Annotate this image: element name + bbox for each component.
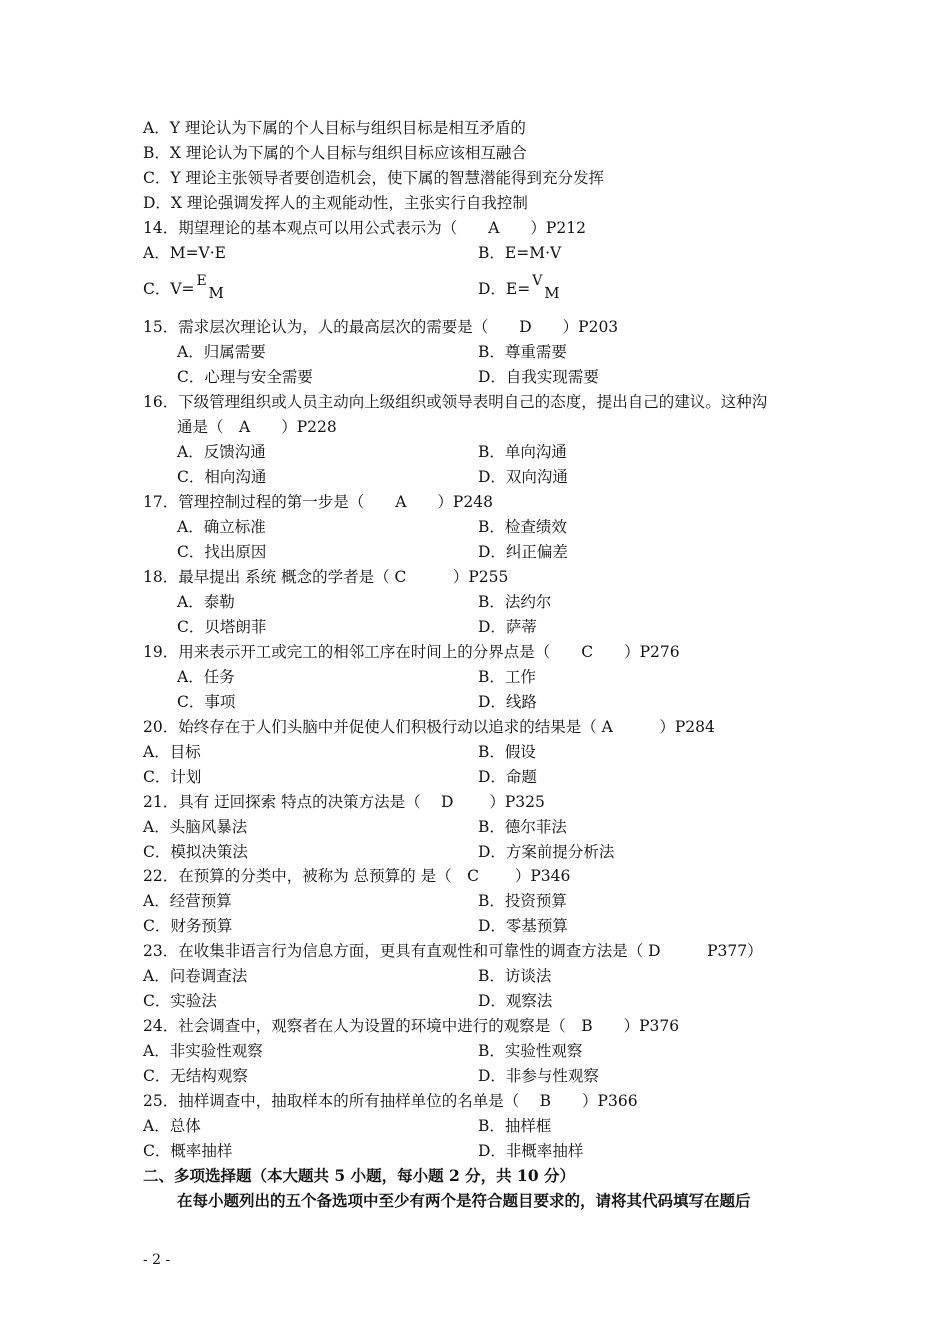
q16-option-c: C．相向沟通	[177, 468, 267, 486]
q16-option-a: A．反馈沟通	[177, 443, 266, 461]
q15-option-c: C．心理与安全需要	[177, 368, 313, 386]
q14-option-d-fraction	[530, 273, 566, 302]
q16-stem-continued: 通是（ A ）P228	[177, 418, 337, 436]
q23-stem: 23．在收集非语言行为信息方面，更具有直观性和可靠性的调查方法是（ D P377）	[143, 942, 763, 960]
q14-option-b: B．E=M·V	[478, 244, 562, 262]
q24-stem: 24．社会调查中，观察者在人为设置的环境中进行的观察是（ B ）P376	[143, 1017, 680, 1035]
q14-option-a: A．M=V·E	[143, 244, 226, 262]
q17-option-a: A．确立标准	[177, 518, 266, 536]
q22-option-a: A．经营预算	[143, 892, 232, 910]
q14-option-d	[478, 273, 566, 302]
q18-stem: 18．最早提出 系统 概念的学者是（ C ）P255	[143, 568, 509, 586]
q21-option-b: B．德尔菲法	[478, 818, 567, 836]
q21-stem: 21．具有 迂回探索 特点的决策方法是（ D ）P325	[143, 793, 545, 811]
q14-option-d-prefix: D．E=	[478, 280, 531, 298]
q25-option-a: A．总体	[143, 1117, 201, 1135]
fraction-numerator: V	[532, 273, 543, 289]
q16-option-d: D．双向沟通	[478, 468, 568, 486]
fraction-denominator: M	[208, 284, 224, 302]
q17-stem: 17．管理控制过程的第一步是（ A ）P248	[143, 493, 493, 511]
q25-option-b: B．抽样框	[478, 1117, 552, 1135]
q17-option-b: B．检查绩效	[478, 518, 567, 536]
q25-stem: 25．抽样调查中，抽取样本的所有抽样单位的名单是（ B ）P366	[143, 1092, 638, 1110]
q21-option-a: A．头脑风暴法	[143, 818, 248, 836]
q15-option-a: A．归属需要	[177, 343, 266, 361]
q22-option-d: D．零基预算	[478, 917, 568, 935]
q22-option-c: C．财务预算	[143, 917, 233, 935]
q20-option-c: C．计划	[143, 768, 202, 786]
q13-option-b: B．X 理论认为下属的个人目标与组织目标应该相互融合	[143, 144, 527, 162]
q19-option-c: C．事项	[177, 693, 236, 711]
q20-option-a: A．目标	[143, 743, 201, 761]
q20-option-b: B．假设	[478, 743, 536, 761]
fraction-denominator: M	[544, 284, 560, 302]
q21-option-d: D．方案前提分析法	[478, 843, 615, 861]
q14-option-c	[143, 273, 231, 302]
q19-option-d: D．线路	[478, 693, 537, 711]
q14-option-c-prefix: C．V=	[143, 280, 195, 298]
q23-option-d: D．观察法	[478, 992, 553, 1010]
q17-option-d: D．纠正偏差	[478, 543, 568, 561]
q16-option-b: B．单向沟通	[478, 443, 567, 461]
q23-option-c: C．实验法	[143, 992, 217, 1010]
q23-option-a: A．问卷调查法	[143, 967, 248, 985]
q16-stem: 16．下级管理组织或人员主动向上级组织或领导表明自己的态度，提出自己的建议。这种沟	[143, 393, 768, 411]
q19-stem: 19．用来表示开工或完工的相邻工序在时间上的分界点是（ C ）P276	[143, 643, 680, 661]
q18-option-c: C．贝塔朗菲	[177, 618, 267, 636]
q19-option-b: B．工作	[478, 668, 536, 686]
q24-option-b: B．实验性观察	[478, 1042, 583, 1060]
q15-option-b: B．尊重需要	[478, 343, 567, 361]
q14-option-c-fraction	[195, 273, 231, 302]
q20-stem: 20．始终存在于人们头脑中并促使人们积极行动以追求的结果是（ A ）P284	[143, 718, 715, 736]
q20-option-d: D．命题	[478, 768, 537, 786]
q14-stem: 14．期望理论的基本观点可以用公式表示为（ A ）P212	[143, 219, 586, 237]
q23-option-b: B．访谈法	[478, 967, 552, 985]
q17-option-c: C．找出原因	[177, 543, 267, 561]
q13-option-c: C．Y 理论主张领导者要创造机会，使下属的智慧潜能得到充分发挥	[143, 169, 605, 187]
q18-option-a: A．泰勒	[177, 593, 235, 611]
q18-option-b: B．法约尔	[478, 593, 552, 611]
q13-option-a: A．Y 理论认为下属的个人目标与组织目标是相互矛盾的	[143, 119, 526, 137]
section-instruction: 在每小题列出的五个备选项中至少有两个是符合题目要求的，请将其代码填写在题后	[177, 1191, 751, 1210]
q13-option-d: D．X 理论强调发挥人的主观能动性，主张实行自我控制	[143, 194, 528, 212]
q22-stem: 22．在预算的分类中，被称为 总预算的 是（ C ）P346	[143, 867, 571, 885]
q25-option-d: D．非概率抽样	[478, 1142, 584, 1160]
fraction-numerator: E	[196, 273, 207, 289]
q24-option-a: A．非实验性观察	[143, 1042, 263, 1060]
q24-option-d: D．非参与性观察	[478, 1067, 599, 1085]
q15-option-d: D．自我实现需要	[478, 368, 599, 386]
q15-stem: 15．需求层次理论认为，人的最高层次的需要是（ D ）P203	[143, 318, 619, 336]
section-heading: 二、多项选择题（本大题共 5 小题，每小题 2 分，共 10 分）	[143, 1166, 576, 1185]
q21-option-c: C．模拟决策法	[143, 843, 248, 861]
page-number: - 2 -	[143, 1252, 171, 1268]
q18-option-d: D．萨蒂	[478, 618, 537, 636]
q25-option-c: C．概率抽样	[143, 1142, 233, 1160]
q19-option-a: A．任务	[177, 668, 235, 686]
q24-option-c: C．无结构观察	[143, 1067, 248, 1085]
q22-option-b: B．投资预算	[478, 892, 567, 910]
